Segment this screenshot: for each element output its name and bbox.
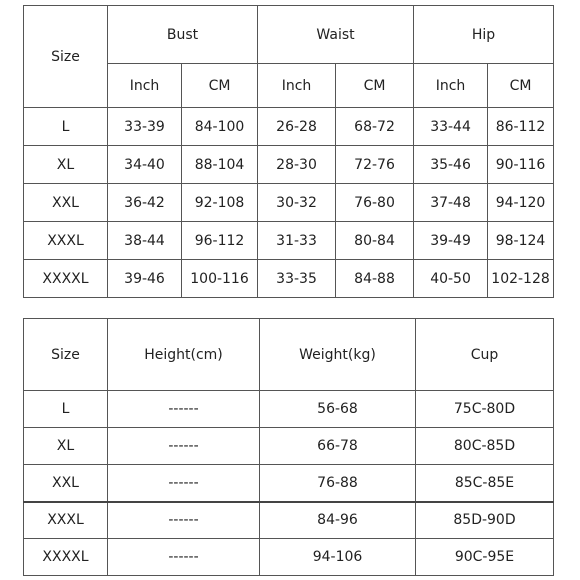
table-row	[24, 222, 554, 260]
table-row	[24, 184, 554, 222]
size-cell: XXXXL	[24, 260, 108, 298]
cup-cell: 90C-95E	[416, 539, 554, 576]
size-cell: XXL	[24, 184, 108, 222]
cup-cell: 85D-90D	[416, 502, 554, 539]
unit-header: Inch	[414, 64, 488, 108]
table-row	[24, 260, 554, 298]
bust-header: Bust	[108, 6, 258, 64]
table-row	[24, 146, 554, 184]
table-row	[24, 539, 554, 576]
table-cell: 98-124	[488, 222, 554, 260]
table-cell: 84-100	[182, 108, 258, 146]
table-cell: 102-128	[488, 260, 554, 298]
table-cell: 26-28	[258, 108, 336, 146]
height-cell: ------	[108, 465, 260, 502]
table-cell: 39-46	[108, 260, 182, 298]
hip-header: Hip	[414, 6, 554, 64]
table-row	[24, 502, 554, 539]
weight-cell: 84-96	[260, 502, 416, 539]
table-cell: 92-108	[182, 184, 258, 222]
weight-cell: 66-78	[260, 428, 416, 465]
size-cell: L	[24, 108, 108, 146]
size-cell: XXXL	[24, 502, 108, 539]
table-cell: 33-35	[258, 260, 336, 298]
size-header: Size	[24, 319, 108, 391]
table-row	[24, 391, 554, 428]
weight-cell: 76-88	[260, 465, 416, 502]
cup-cell: 80C-85D	[416, 428, 554, 465]
height-cell: ------	[108, 391, 260, 428]
size-header: Size	[24, 6, 108, 108]
size-cell: XL	[24, 146, 108, 184]
unit-header: CM	[336, 64, 414, 108]
table-cell: 33-39	[108, 108, 182, 146]
table-cell: 100-116	[182, 260, 258, 298]
cup-header: Cup	[416, 319, 554, 391]
fit-table	[23, 318, 554, 576]
table-cell: 88-104	[182, 146, 258, 184]
height-cell: ------	[108, 539, 260, 576]
size-cell: XL	[24, 428, 108, 465]
table-cell: 31-33	[258, 222, 336, 260]
weight-cell: 94-106	[260, 539, 416, 576]
table-cell: 37-48	[414, 184, 488, 222]
table-cell: 80-84	[336, 222, 414, 260]
waist-header: Waist	[258, 6, 414, 64]
weight-cell: 56-68	[260, 391, 416, 428]
table-cell: 39-49	[414, 222, 488, 260]
height-cell: ------	[108, 502, 260, 539]
table-cell: 36-42	[108, 184, 182, 222]
table-cell: 72-76	[336, 146, 414, 184]
table-cell: 68-72	[336, 108, 414, 146]
size-cell: XXL	[24, 465, 108, 502]
cup-cell: 85C-85E	[416, 465, 554, 502]
unit-header: CM	[488, 64, 554, 108]
table-cell: 76-80	[336, 184, 414, 222]
table-row	[24, 465, 554, 502]
cup-cell: 75C-80D	[416, 391, 554, 428]
table-cell: 34-40	[108, 146, 182, 184]
table-cell: 40-50	[414, 260, 488, 298]
size-cell: XXXL	[24, 222, 108, 260]
table-cell: 86-112	[488, 108, 554, 146]
table-row	[24, 428, 554, 465]
table-cell: 38-44	[108, 222, 182, 260]
unit-header: Inch	[108, 64, 182, 108]
table-cell: 30-32	[258, 184, 336, 222]
header-row-groups	[24, 6, 554, 64]
weight-header: Weight(kg)	[260, 319, 416, 391]
table-cell: 35-46	[414, 146, 488, 184]
unit-header: CM	[182, 64, 258, 108]
size-cell: XXXXL	[24, 539, 108, 576]
size-cell: L	[24, 391, 108, 428]
height-header: Height(cm)	[108, 319, 260, 391]
height-cell: ------	[108, 428, 260, 465]
table-cell: 84-88	[336, 260, 414, 298]
header-row	[24, 319, 554, 391]
table-cell: 94-120	[488, 184, 554, 222]
table-cell: 90-116	[488, 146, 554, 184]
table-cell: 33-44	[414, 108, 488, 146]
table-cell: 28-30	[258, 146, 336, 184]
unit-header: Inch	[258, 64, 336, 108]
table-cell: 96-112	[182, 222, 258, 260]
table-row	[24, 108, 554, 146]
measurements-table	[23, 5, 554, 298]
